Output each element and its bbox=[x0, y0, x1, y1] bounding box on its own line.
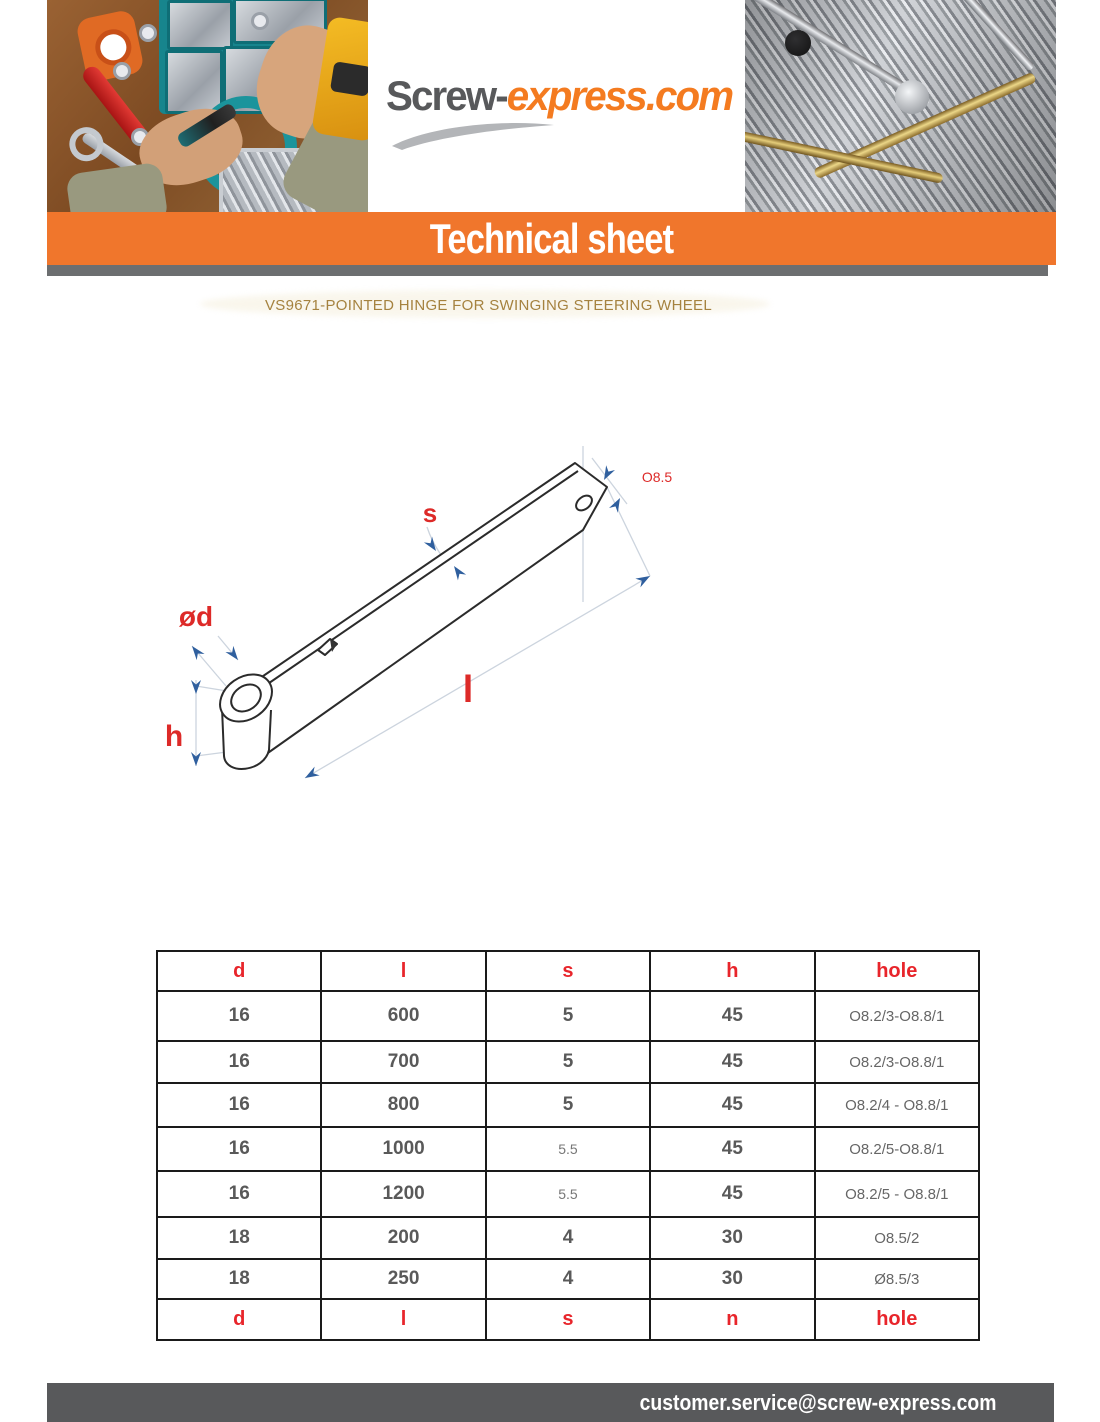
table-header-row bbox=[157, 951, 979, 991]
table-cell: 600 bbox=[321, 991, 485, 1041]
dim-label-s: s bbox=[422, 498, 438, 528]
dim-label-h: h bbox=[164, 720, 184, 753]
table-cell: 45 bbox=[650, 1171, 814, 1217]
col-footer-l: l bbox=[321, 1299, 485, 1340]
col-header-h: h bbox=[650, 951, 814, 991]
table-cell: 45 bbox=[650, 1083, 814, 1127]
table-row bbox=[157, 1083, 979, 1127]
table-row bbox=[157, 1171, 979, 1217]
screw-head bbox=[895, 80, 929, 114]
table-cell: O8.2/3-O8.8/1 bbox=[815, 991, 979, 1041]
table-cell: O8.5/2 bbox=[815, 1217, 979, 1259]
table-row bbox=[157, 1259, 979, 1299]
table-cell: 700 bbox=[321, 1041, 485, 1083]
table-cell: 4 bbox=[486, 1259, 650, 1299]
dim-label-hole: O8.5 bbox=[641, 469, 673, 485]
footer-bar bbox=[47, 1383, 1054, 1422]
table-cell: 16 bbox=[157, 1041, 321, 1083]
table-row bbox=[157, 1041, 979, 1083]
col-footer-n: n bbox=[650, 1299, 814, 1340]
screw-head bbox=[785, 30, 811, 56]
col-header-hole: hole bbox=[815, 951, 979, 991]
spec-table bbox=[156, 950, 980, 1341]
table-cell: 18 bbox=[157, 1217, 321, 1259]
table-cell: 30 bbox=[650, 1259, 814, 1299]
col-footer-hole: hole bbox=[815, 1299, 979, 1340]
table-cell: 16 bbox=[157, 991, 321, 1041]
table-cell: O8.2/4 - O8.8/1 bbox=[815, 1083, 979, 1127]
table-cell: 16 bbox=[157, 1127, 321, 1171]
divider-bar bbox=[47, 265, 1048, 276]
logo-part-2: express.com bbox=[506, 72, 733, 119]
technical-sheet-banner bbox=[47, 212, 1056, 265]
table-cell: 16 bbox=[157, 1171, 321, 1217]
table-cell: 16 bbox=[157, 1083, 321, 1127]
table-cell: 5.5 bbox=[486, 1127, 650, 1171]
dim-label-od: ød bbox=[178, 601, 214, 632]
table-cell: 45 bbox=[650, 1041, 814, 1083]
table-row bbox=[157, 1127, 979, 1171]
table-row bbox=[157, 991, 979, 1041]
workbench-photo bbox=[47, 0, 368, 212]
brand-logo bbox=[386, 72, 732, 120]
table-cell: O8.2/5 - O8.8/1 bbox=[815, 1171, 979, 1217]
table-cell: 1200 bbox=[321, 1171, 485, 1217]
table-cell: 200 bbox=[321, 1217, 485, 1259]
table-cell: 18 bbox=[157, 1259, 321, 1299]
screws-photo bbox=[745, 0, 1056, 212]
table-footer-row bbox=[157, 1299, 979, 1340]
logo-zone bbox=[368, 0, 745, 212]
table-cell: 5 bbox=[486, 1041, 650, 1083]
table-cell: 5.5 bbox=[486, 1171, 650, 1217]
logo-part-1: Screw- bbox=[386, 72, 507, 119]
table-cell: 5 bbox=[486, 1083, 650, 1127]
table-cell: 800 bbox=[321, 1083, 485, 1127]
table-cell: 45 bbox=[650, 991, 814, 1041]
table-cell: O8.2/5-O8.8/1 bbox=[815, 1127, 979, 1171]
table-row bbox=[157, 1217, 979, 1259]
table-cell: Ø8.5/3 bbox=[815, 1259, 979, 1299]
col-header-d: d bbox=[157, 951, 321, 991]
table-cell: 45 bbox=[650, 1127, 814, 1171]
table-cell: 30 bbox=[650, 1217, 814, 1259]
technical-drawing bbox=[130, 430, 710, 810]
sleeve bbox=[65, 162, 168, 212]
banner-title: Technical sheet bbox=[429, 215, 674, 262]
table-cell: O8.2/3-O8.8/1 bbox=[815, 1041, 979, 1083]
dim-label-l: l bbox=[462, 669, 474, 711]
table-cell: 4 bbox=[486, 1217, 650, 1259]
page-title: VS9671-POINTED HINGE FOR SWINGING STEERING WHEEL bbox=[265, 297, 712, 314]
table-cell: 5 bbox=[486, 991, 650, 1041]
col-header-l: l bbox=[321, 951, 485, 991]
header-banner bbox=[47, 0, 1056, 212]
logo-swoosh-icon bbox=[386, 118, 561, 152]
col-footer-d: d bbox=[157, 1299, 321, 1340]
contact-email: customer.service@screw-express.com bbox=[639, 1390, 996, 1415]
col-footer-s: s bbox=[486, 1299, 650, 1340]
table-cell: 250 bbox=[321, 1259, 485, 1299]
table-cell: 1000 bbox=[321, 1127, 485, 1171]
col-header-s: s bbox=[486, 951, 650, 991]
